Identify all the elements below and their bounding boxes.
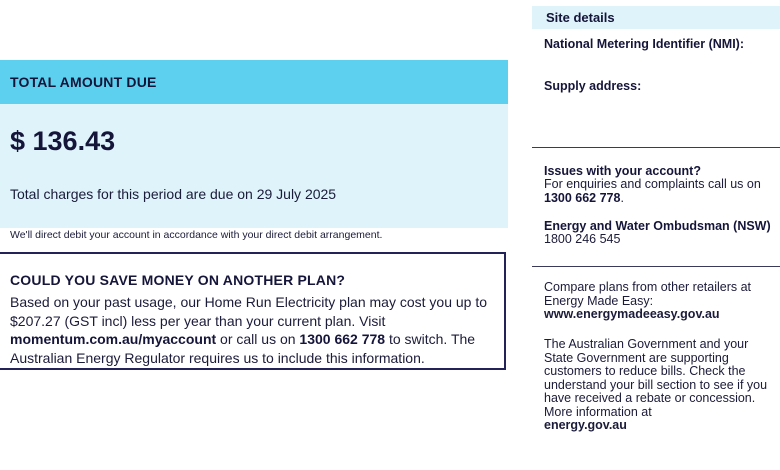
amount-due-header <box>0 60 508 104</box>
supply-address-label: Supply address: <box>544 79 642 93</box>
myaccount-link[interactable]: momentum.com.au/myaccount <box>10 331 217 347</box>
government-support-text: The Australian Government and your State Government are supporting customers to reduce bills. Check the understand your bill section to see if you have received a rebate or concession. More information at <box>544 337 768 419</box>
save-money-box <box>0 252 506 370</box>
account-issues-desc: For enquiries and complaints call us on <box>544 177 761 191</box>
total-amount-value: $ 136.43 <box>10 126 116 156</box>
site-details-heading: Site details <box>546 10 615 25</box>
switch-phone-number[interactable]: 1300 662 778 <box>299 331 386 347</box>
save-text-part-3: to switch. The Australian Energy Regulator requires us to include this information. <box>10 331 476 366</box>
nmi-label: National Metering Identifier (NMI): <box>544 37 744 51</box>
account-issues-label: Issues with your account? <box>544 164 701 178</box>
save-text-part-1: Based on your past usage, our Home Run Electricity plan may cost you up to $207.27 (GST incl) less per year than your current plan. Visit <box>10 294 488 329</box>
compare-plans-text: Compare plans from other retailers at Energy Made Easy: <box>544 280 752 308</box>
save-money-text <box>10 293 504 367</box>
enquiries-phone-number[interactable]: 1300 662 778 <box>544 190 621 205</box>
ombudsman-label: Energy and Water Ombudsman (NSW) <box>544 219 771 233</box>
save-text-part-2: or call us on <box>216 331 300 347</box>
ombudsman-phone-number[interactable]: 1800 246 545 <box>544 232 621 246</box>
divider <box>532 147 780 148</box>
energy-gov-link[interactable]: energy.gov.au <box>544 418 627 432</box>
site-details-header <box>532 6 780 29</box>
save-money-title: COULD YOU SAVE MONEY ON ANOTHER PLAN? <box>10 272 346 288</box>
divider <box>532 266 780 267</box>
energymadeeasy-link[interactable]: www.energymadeeasy.gov.au <box>544 307 720 321</box>
amount-due-heading: TOTAL AMOUNT DUE <box>10 74 157 90</box>
amount-due-panel <box>0 104 508 228</box>
due-date-text: Total charges for this period are due on 29 July 2025 <box>10 186 337 202</box>
direct-debit-note: We'll direct debit your account in accordance with your direct debit arrangement. <box>10 229 383 241</box>
account-issues-text <box>544 178 776 205</box>
account-issues-suffix: . <box>620 190 624 205</box>
